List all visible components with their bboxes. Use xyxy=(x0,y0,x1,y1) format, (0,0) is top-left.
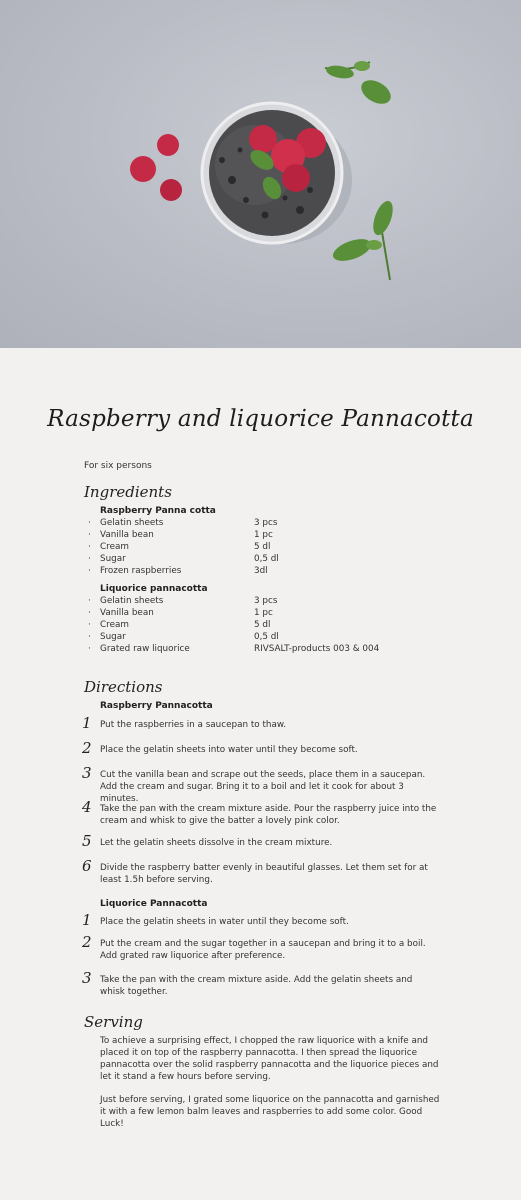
ingredients-heading: Ingredients xyxy=(84,483,172,501)
serving-size: For six persons xyxy=(84,461,152,471)
recipe-card: Raspberry and liquorice Pannacotta For six persons Ingredients Raspberry Panna cotta · Gelatin sheets 3 pcs · Vanilla bean 1 pc · Cream 5 dl · Sugar 0,5 dl · Frozen raspberries 3dl Liquorice pannacotta · Gelatin sheets 3 pcs · Vanilla bean 1 pc · Cream 5 dl · Sugar 0,5 dl · Grated raw liquorice RIVSALT-products 003 & 004 Directions Raspberry Pannacotta 1 Put the raspberries in a saucepan to thaw. 2 Place the gelatin sheets into water until they become soft. 3 Cut the vanilla bean and scrape out the seeds, place them in a saucepan. Add the cream and sugar. Bring it to a boil and let it cook for about 3 minutes. 4 Take the pan with the cream mixture aside. Pour the raspberry juice into the cream and whisk to give the batter a lovely pink color. 5 Let the gelatin sheets dissolve in the cream mixture. 6 Divide the raspberry batter evenly in beautiful glasses. Let them set for at least 1.5h before serving. Liquorice Pannacotta 1 Place the gelatin sheets in water until they become soft. 2 Put the cream and the sugar together in a saucepan and bring it to a boil. Add grated raw liquorice after preference. 3 Take the pan with the cream mixture aside. Add the gelatin sheets and whisk together. Serving To achieve a surprising effect, I chopped the raw liquorice with a knife and placed it on top of the raspberry pannacotta. I then spread the liquorice pannacotta over the solid raspberry pannacotta and the liquorice pieces and let it stand a few hours before serving. Just before serving, I grated some liquorice on the pannacotta and garnished it with a few lemon balm leaves and raspberries to add some color. Good Luck! xyxy=(0,348,521,1200)
lemon-balm-sprig-top xyxy=(325,61,395,109)
ingredient-row: · Vanilla bean 1 pc xyxy=(88,608,273,618)
raspberry-directions-heading: Raspberry Pannacotta xyxy=(100,701,213,711)
raspberry-ingredients-heading: Raspberry Panna cotta xyxy=(100,506,216,516)
hero-photo xyxy=(0,0,521,348)
serving-heading: Serving xyxy=(84,1013,143,1031)
ingredient-row: · Sugar 0,5 dl xyxy=(88,632,279,642)
recipe-title: Raspberry and liquorice Pannacotta xyxy=(47,406,474,432)
ingredient-row: · Frozen raspberries 3dl xyxy=(88,566,268,576)
liquorice-directions-heading: Liquorice Pannacotta xyxy=(100,899,208,909)
serving-paragraph: Just before serving, I grated some liquorice on the pannacotta and garnished it with a few lemon balm leaves and raspberries to add some color. Good Luck! xyxy=(100,1095,440,1129)
ingredient-row: · Vanilla bean 1 pc xyxy=(88,530,273,540)
ingredient-row: · Gelatin sheets 3 pcs xyxy=(88,596,278,606)
ingredient-row: · Gelatin sheets 3 pcs xyxy=(88,518,278,528)
ingredient-row: · Cream 5 dl xyxy=(88,542,271,552)
pannacotta-photo-illustration xyxy=(0,0,521,348)
ingredient-row: · Cream 5 dl xyxy=(88,620,271,630)
serving-paragraph: To achieve a surprising effect, I chopped the raw liquorice with a knife and placed it on top of the raspberry pannacotta. I then spread the liquorice pannacotta over the solid raspberry pannacotta and the liquorice pieces and let it stand a few hours before serving. xyxy=(100,1036,439,1082)
liquorice-ingredients-heading: Liquorice pannacotta xyxy=(100,584,208,594)
loose-raspberries xyxy=(130,134,182,201)
directions-heading: Directions xyxy=(84,678,163,696)
ingredient-row: · Grated raw liquorice RIVSALT-products 003 & 004 xyxy=(88,644,380,654)
ingredient-row: · Sugar 0,5 dl xyxy=(88,554,279,564)
